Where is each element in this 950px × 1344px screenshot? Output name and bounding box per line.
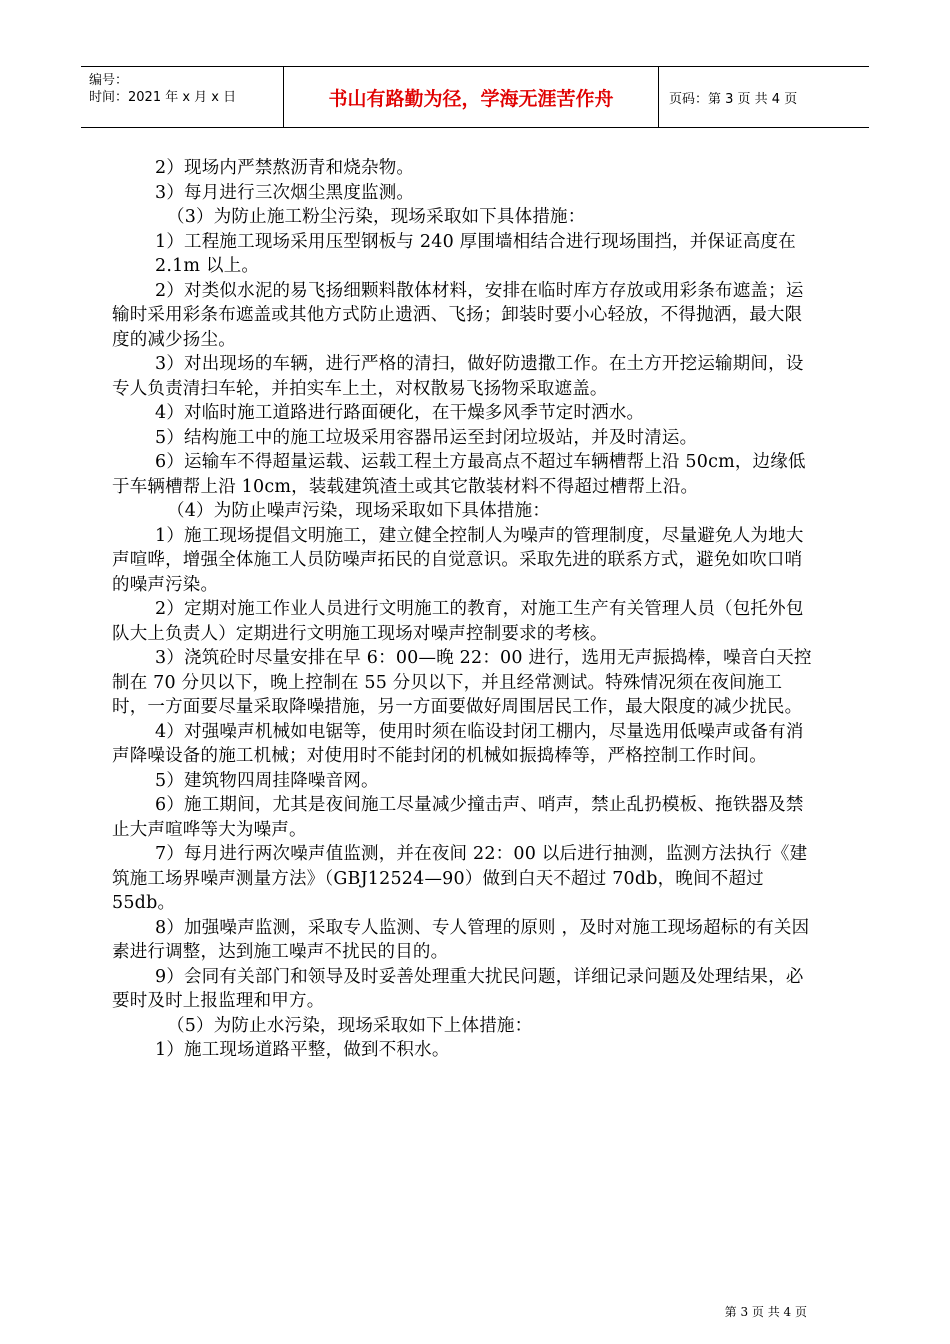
paragraph: 2）定期对施工作业人员进行文明施工的教育，对施工生产有关管理人员（包托外包队大上负责人）定期进行文明施工现场对噪声控制要求的考核。 — [112, 599, 804, 644]
paragraph: 3）对出现场的车辆，进行严格的清扫，做好防遗撒工作。在土方开挖运输期间，设专人负责清扫车轮，并拍实车上土，对权散易飞扬物采取遮盖。 — [112, 354, 804, 399]
header-page-number: 页码：第 3 页 共 4 页 — [669, 91, 798, 107]
paragraph: 6）施工期间，尤其是夜间施工尽量减少撞击声、哨声，禁止乱扔模板、拖铁器及禁止大声喧哗等大为噪声。 — [112, 795, 804, 840]
paragraph: 8）加强噪声监测，采取专人监测、专人管理的原则 ，及时对施工现场超标的有关因素进行调整，达到施工噪声不扰民的目的。 — [112, 917, 810, 962]
document-body — [112, 156, 815, 1063]
section-heading: （4）为防止噪声污染，现场采取如下具体措施： — [167, 501, 551, 521]
header-meta — [81, 67, 284, 127]
header-motto: 书山有路勤为径，学海无涯苦作舟 — [284, 67, 659, 127]
section-heading: （3）为防止施工粉尘污染，现场采取如下具体措施： — [167, 207, 586, 227]
document-date-label: 时间：2021 年 x 月 x 日 — [89, 90, 237, 105]
page-footer: 第 3 页 共 4 页 — [724, 1305, 807, 1319]
section-heading: （5）为防止水污染，现场采取如下上体措施： — [167, 1015, 533, 1036]
paragraph: 9）会同有关部门和领导及时妥善处理重大扰民问题，详细记录问题及处理结果，必要时及时上报监理和甲方。 — [112, 966, 804, 1011]
paragraph: 4）对临时施工道路进行路面硬化，在干燥多风季节定时洒水。 — [155, 403, 645, 423]
document-number-label: 编号： — [89, 73, 129, 88]
paragraph: 4）对强噪声机械如电锯等，使用时须在临设封闭工棚内，尽量选用低噪声或备有消声降噪设备的施工机械；对使用时不能封闭的机械如振捣棒等，严格控制工作时间。 — [112, 721, 804, 766]
paragraph: 2）对类似水泥的易飞扬细颗料散体材料，安排在临时库方存放或用彩条布遮盖；运输时采用彩条布遮盖或其他方式防止遗洒、飞扬；卸装时要小心轻放，不得抛洒，最大限度的减少扬尘。 — [112, 280, 804, 350]
paragraph: 3）每月进行三次烟尘黑度监测。 — [155, 182, 415, 203]
paragraph: 7）每月进行两次噪声值监测，并在夜间 22：00 以后进行抽测，监测方法执行《建筑施工场界噪声测量方法》（GBJ12524—90）做到白天不超过 70db，晚间不超过 55db。 — [112, 844, 808, 913]
paragraph: 1）施工现场道路平整，做到不积水。 — [155, 1040, 450, 1060]
paragraph: 2）现场内严禁熬沥青和烧杂物。 — [155, 158, 415, 178]
paragraph: 1）工程施工现场采用压型钢板与 240 厚围墙相结合进行现场围挡，并保证高度在 2.1m 以上。 — [155, 231, 796, 276]
paragraph: 3）浇筑砼时尽量安排在早 6：00—晚 22：00 进行，选用无声振捣棒，噪音白天控制在 70 分贝以下，晚上控制在 55 分贝以下，并且经常测试。特殊情况须在夜间施工时，一方面要尽量采取降噪措施，另一方面要做好周围居民工作，最大限度的减少扰民。 — [112, 648, 812, 717]
paragraph: 6）运输车不得超量运载、运载工程土方最高点不超过车辆槽帮上沿 50cm，边缘低于车辆槽帮上沿 10cm，装载建筑渣土或其它散装材料不得超过槽帮上沿。 — [112, 452, 806, 497]
paragraph: 1）施工现场提倡文明施工，建立健全控制人为噪声的管理制度，尽量避免人为地大声喧哗，增强全体施工人员防噪声拓民的自觉意识。采取先进的联系方式，避免如吹口哨的噪声污染。 — [112, 525, 804, 595]
paragraph: 5）建筑物四周挂降噪音网。 — [155, 770, 379, 791]
paragraph: 5）结构施工中的施工垃圾采用容器吊运至封闭垃圾站，并及时清运。 — [155, 427, 698, 448]
page-header — [81, 66, 869, 128]
